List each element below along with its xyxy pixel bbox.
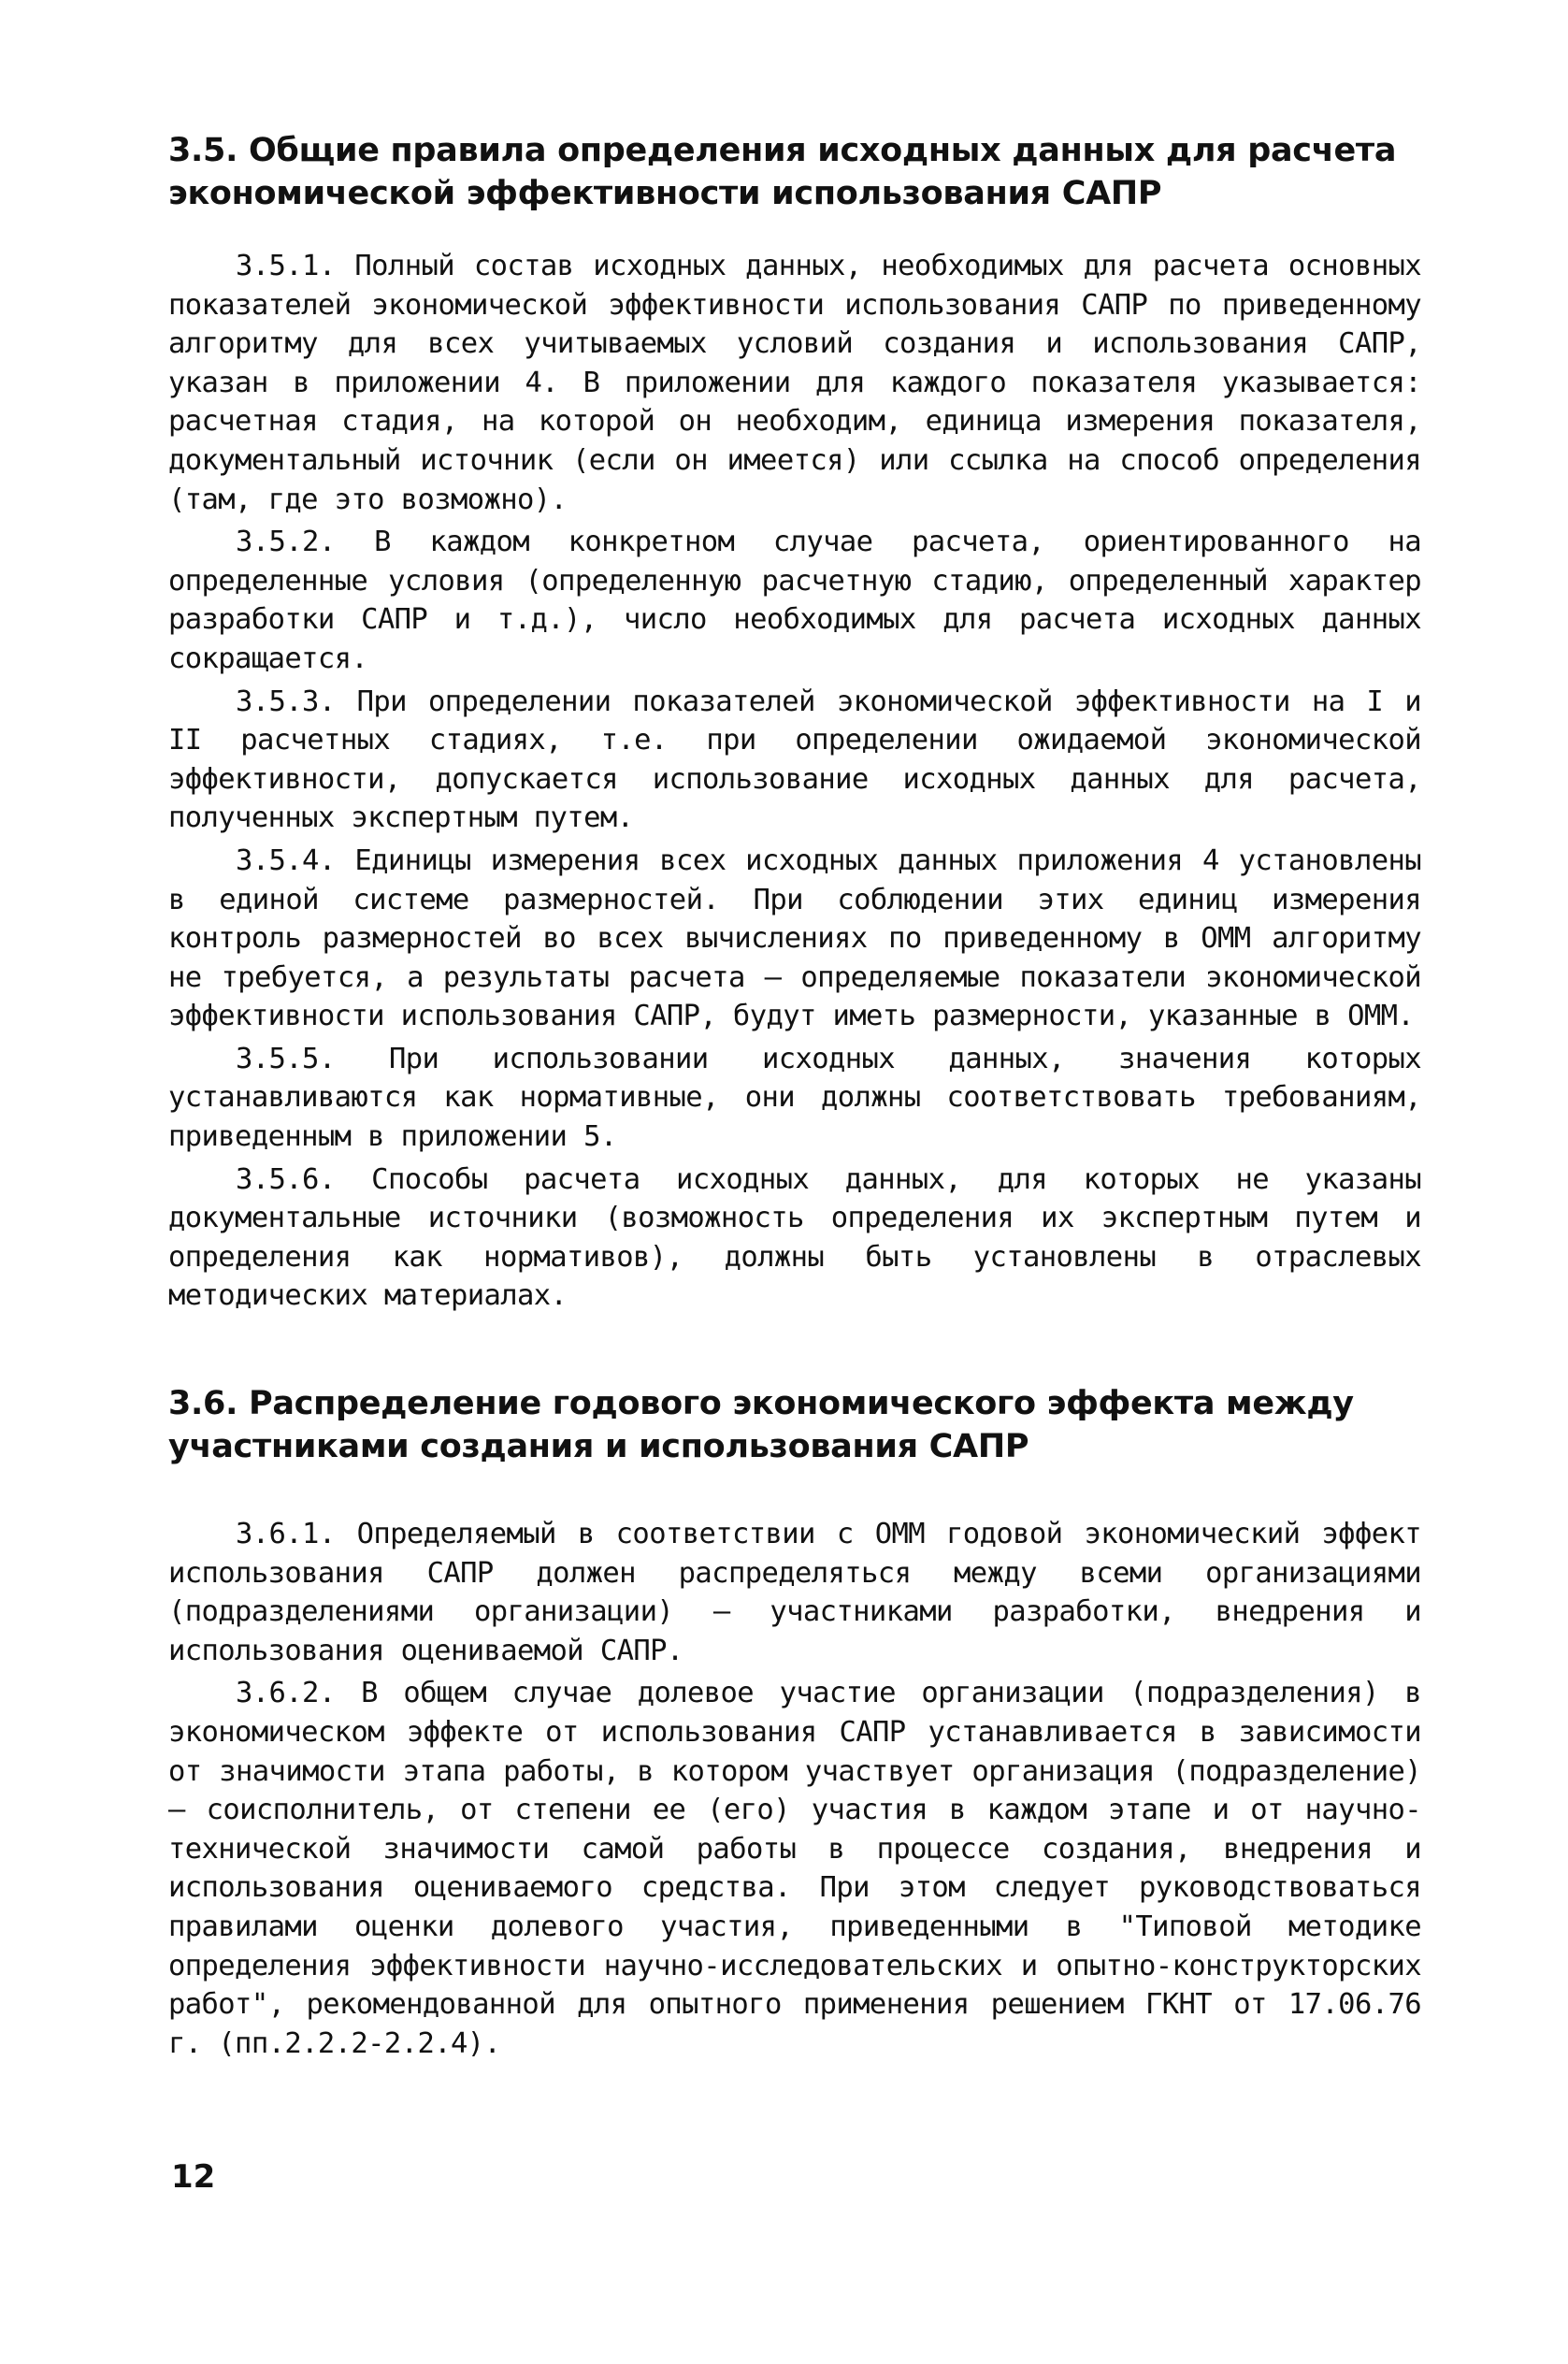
paragraph-3-6-1: 3.6.1. Определяемый в соответствии с ОММ годовой экономический эффект использования САПР должен распределяться между всеми организациями (подразделениями организации) – участниками разработки, внедрения и использования оцениваемой САПР. [168,1518,1421,1667]
paragraph-3-5-6: 3.5.6. Способы расчета исходных данных, для которых не указаны документальные источники (возможность определения их экспертным путем и определения как нормативов), должны быть установлены в отраслевых методических материалах. [168,1162,1421,1313]
paragraph-3-5-3: 3.5.3. При определении показателей экономической эффективности на I и II расчетных стадиях, т.е. при определении ожидаемой экономической эффективности, допускается использование исходных данных для расчета, полученных экспертным путем. [168,685,1421,835]
paragraph-3-5-2: 3.5.2. В каждом конкретном случае расчета, ориентированного на определенные условия (определенную расчетную стадию, определенный характер разработки САПР и т.д.), число необходимых для расчета исходных данных сокращается. [168,526,1421,675]
paragraph-3-5-4: 3.5.4. Единицы измерения всех исходных данных приложения 4 установлены в единой системе размерностей. При соблюдении этих единиц измерения контроль размерностей во всех вычислениях по приведенному в ОММ алгоритму не требуется, а результаты расчета – определяемые показатели экономической эффективности использования САПР, будут иметь размерности, указанные в ОММ. [168,843,1421,1033]
section-3-5-body [168,247,1421,1319]
paragraph-3-5-1: 3.5.1. Полный состав исходных данных, необходимых для расчета основных показателей экономической эффективности использования САПР по приведенному алгоритму для всех учитываемых условий создания и использования САПР, указан в приложении 4. В приложении для каждого показателя указывается: расчетная стадия, на которой он необходим, единица измерения показателя, документальный источник (если он имеется) или ссылка на способ определения (там, где это возможно). [168,250,1421,516]
section-3-6-body [168,1515,1421,2067]
section-3-6-heading: 3.6. Распределение годового экономического эффекта между участниками создания и использования САПР [168,1385,1354,1465]
section-3-5-heading: 3.5. Общие правила определения исходных данных для расчета экономической эффективности использования САПР [168,132,1397,212]
paragraph-3-6-2: 3.6.2. В общем случае долевое участие организации (подразделения) в экономическом эффекте от использования САПР устанавливается в зависимости от значимости этапа работы, в котором участвует организация (подразделение) – соисполнитель, от степени ее (его) участия в каждом этапе и от научно-технической значимости самой работы в процессе создания, внедрения и использования оцениваемого средства. При этом следует руководствоваться правилами оценки долевого участия, приведенными в "Типовой методике определения эффективности научно-исследовательских и опытно-конструкторских работ", рекомендованной для опытного применения решением ГКНТ от 17.06.76 г. (пп.2.2.2-2.2.4). [168,1677,1421,2060]
paragraph-3-5-5: 3.5.5. При использовании исходных данных, значения которых устанавливаются как нормативные, они должны соответствовать требованиям, приведенным в приложении 5. [168,1042,1421,1154]
page-number: 12 [171,2158,216,2196]
